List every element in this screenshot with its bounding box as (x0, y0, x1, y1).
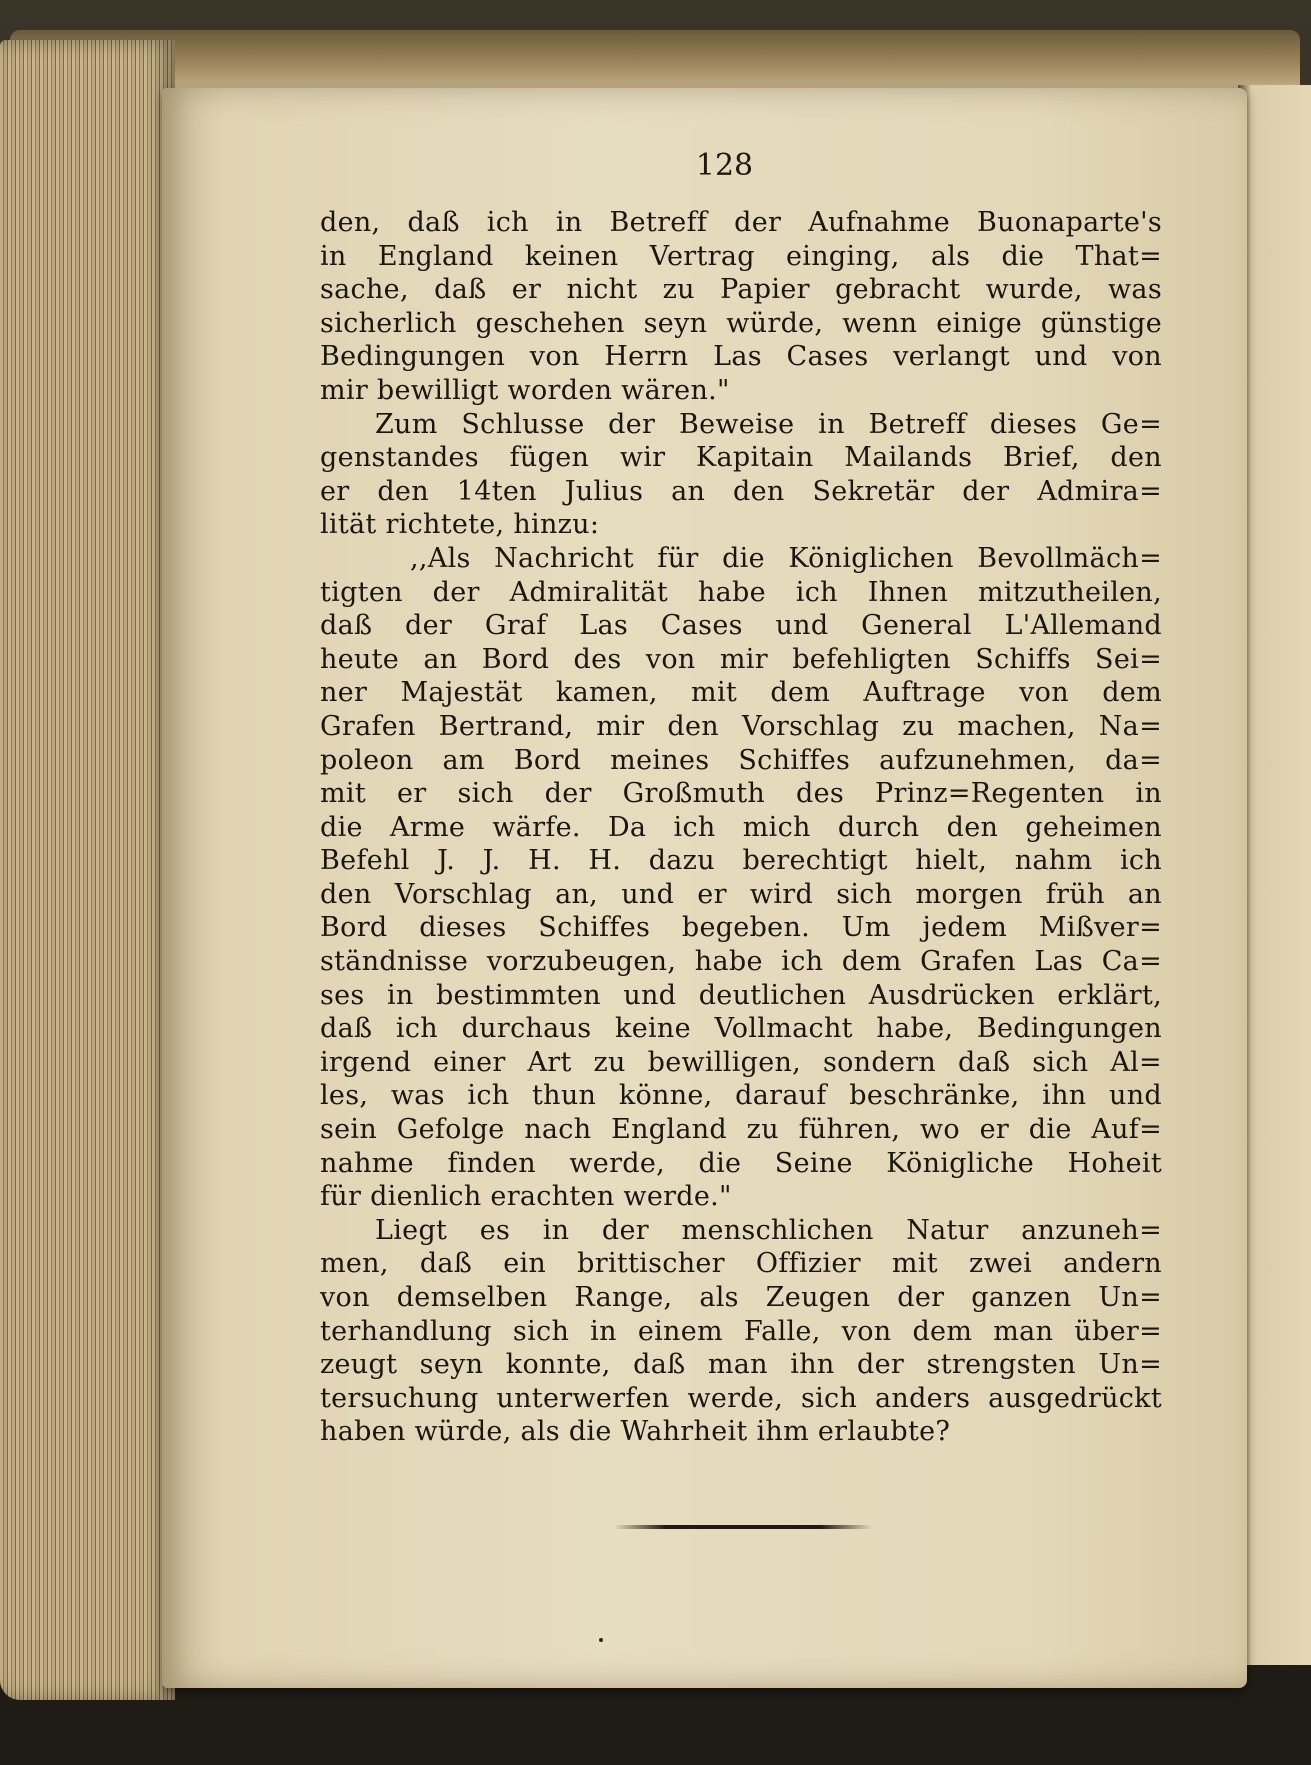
text-line: Befehl J. J. H. H. dazu berechtigt hielt, nahm ich (320, 845, 1162, 877)
section-rule (614, 1525, 872, 1529)
page-number: 128 (695, 148, 754, 183)
facing-page-edge (1238, 85, 1311, 1665)
paragraph-start: Zum Schlusse der Beweise in Betreff dieses Ge= (375, 408, 1162, 440)
text-line: den, daß ich in Betreff der Aufnahme Buonaparte's (320, 207, 1162, 238)
text-line: sicherlich geschehen seyn würde, wenn einige günstige (320, 307, 1162, 339)
text-line: tersuchung unterwerfen werde, sich anders ausgedrückt (320, 1382, 1162, 1414)
text-line: die Arme wärfe. Da ich mich durch den geheimen (320, 811, 1162, 843)
book-page-edges (0, 40, 175, 1700)
text-line: daß ich durchaus keine Vollmacht habe, Bedingungen (320, 1013, 1162, 1045)
text-line: er den 14ten Julius an den Sekretär der Admira= (320, 475, 1162, 507)
text-line: men, daß ein brittischer Offizier mit zwei andern (320, 1248, 1162, 1280)
text-line: sache, daß er nicht zu Papier gebracht wurde, was (320, 274, 1162, 306)
book-page (162, 88, 1247, 1688)
text-line: tigten der Admiralität habe ich Ihnen mitzutheilen, (320, 576, 1162, 608)
text-line: Bord dieses Schiffes begeben. Um jedem Mißver= (320, 912, 1162, 944)
text-line: daß der Graf Las Cases und General L'Allemand (320, 610, 1162, 642)
text-line: ständnisse vorzubeugen, habe ich dem Grafen Las Ca= (320, 946, 1162, 978)
text-line: sein Gefolge nach England zu führen, wo er die Auf= (320, 1114, 1162, 1146)
text-line: heute an Bord des von mir befehligten Schiffs Sei= (320, 643, 1162, 675)
text-line: nahme finden werde, die Seine Königliche Hoheit (320, 1147, 1162, 1179)
quote-start: ,,Als Nachricht für die Königlichen Bevollmäch= (410, 542, 1162, 574)
text-line: poleon am Bord meines Schiffes aufzunehmen, da= (320, 744, 1162, 776)
text-line: Grafen Bertrand, mir den Vorschlag zu machen, Na= (320, 710, 1162, 742)
book-top-edge (10, 30, 1300, 90)
text-line: genstandes fügen wir Kapitain Mailands Brief, den (320, 442, 1162, 474)
paragraph-start: Liegt es in der menschlichen Natur anzuneh= (375, 1214, 1162, 1246)
text-line: irgend einer Art zu bewilligen, sondern daß sich Al= (320, 1046, 1162, 1078)
text-line: in England keinen Vertrag einging, als die That= (320, 240, 1162, 272)
text-line: Bedingungen von Herrn Las Cases verlangt und von (320, 341, 1162, 373)
text-line: mit er sich der Großmuth des Prinz=Regenten in (320, 778, 1162, 810)
text-line: lität richtete, hinzu: (320, 509, 600, 541)
text-line: zeugt seyn konnte, daß man ihn der strengsten Un= (320, 1349, 1162, 1381)
text-line: ner Majestät kamen, mit dem Auftrage von dem (320, 677, 1162, 709)
text-line: ses in bestimmten und deutlichen Ausdrücken erklärt, (320, 979, 1162, 1011)
page-text (320, 206, 1162, 1449)
text-line: den Vorschlag an, und er wird sich morgen früh an (320, 878, 1162, 910)
text-line: haben würde, als die Wahrheit ihm erlaubte? (320, 1416, 951, 1448)
text-line: von demselben Range, als Zeugen der ganzen Un= (320, 1282, 1162, 1313)
text-line: mir bewilligt worden wären." (320, 374, 730, 406)
text-line: les, was ich thun könne, darauf beschränke, ihn und (320, 1080, 1162, 1112)
ink-speck (599, 1638, 603, 1642)
text-line: terhandlung sich in einem Falle, von dem man über= (320, 1315, 1162, 1347)
text-line: für dienlich erachten werde." (320, 1181, 732, 1213)
